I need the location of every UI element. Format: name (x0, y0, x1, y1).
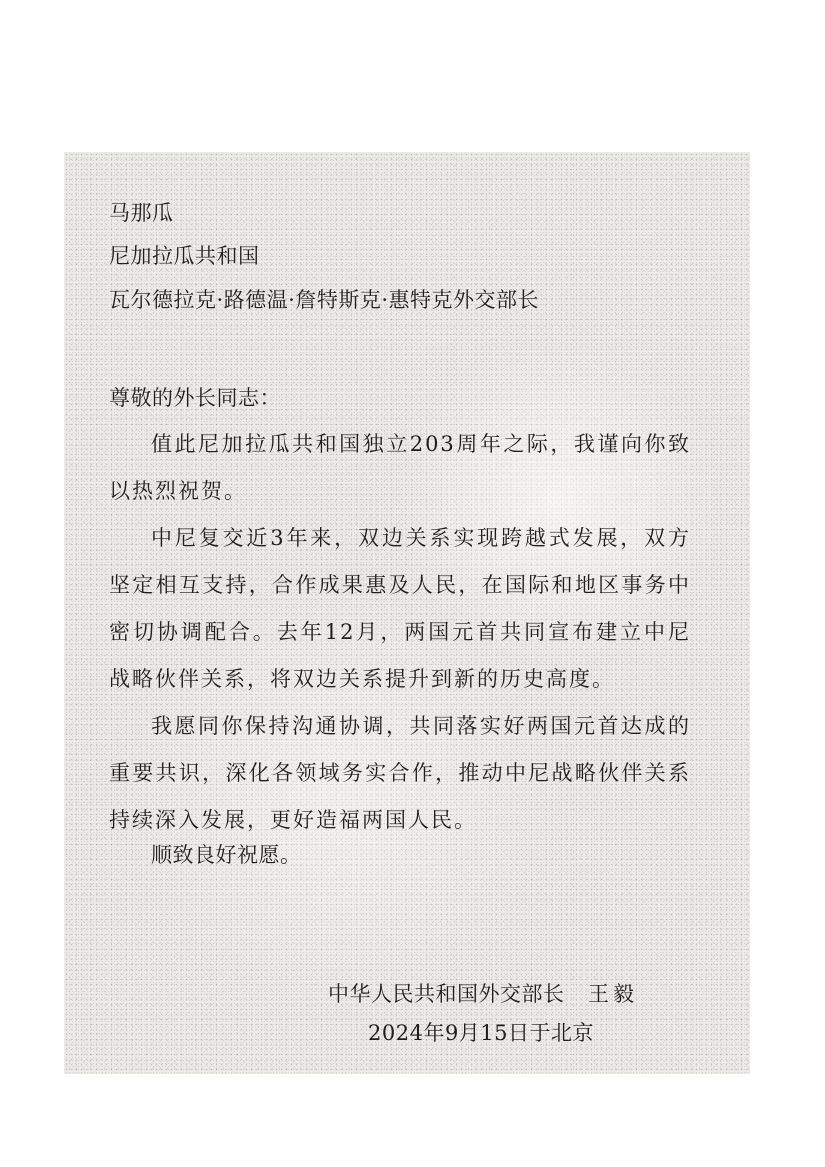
salutation: 尊敬的外长同志： (109, 386, 281, 410)
closing-wishes: 顺致良好祝愿。 (151, 843, 302, 867)
signature-title: 中华人民共和国外交部长 (328, 982, 565, 1006)
paragraph-relations: 中尼复交近3年来，双边关系实现跨越式发展，双方坚定相互支持，合作成果惠及人民，在国际和地区事务中密切协调配合。去年12月，两国元首共同宣布建立中尼战略伙伴关系，将双边关系提升到新的历史高度。 (109, 526, 691, 691)
paragraph-congratulations: 值此尼加拉瓜共和国独立203周年之际，我谨向你致以热烈祝贺。 (109, 432, 691, 503)
recipient-city: 马那瓜 (109, 201, 174, 225)
recipient-country: 尼加拉瓜共和国 (109, 244, 260, 268)
signature-name: 王毅 (588, 982, 638, 1006)
signature-date-place: 2024年9月15日于北京 (368, 1021, 595, 1045)
paragraph-cooperation: 我愿同你保持沟通协调，共同落实好两国元首达成的重要共识，深化各领域务实合作，推动中尼战略伙伴关系持续深入发展，更好造福两国人民。 (109, 714, 691, 832)
recipient-title: 瓦尔德拉克·路德温·詹特斯克·惠特克外交部长 (109, 288, 540, 312)
